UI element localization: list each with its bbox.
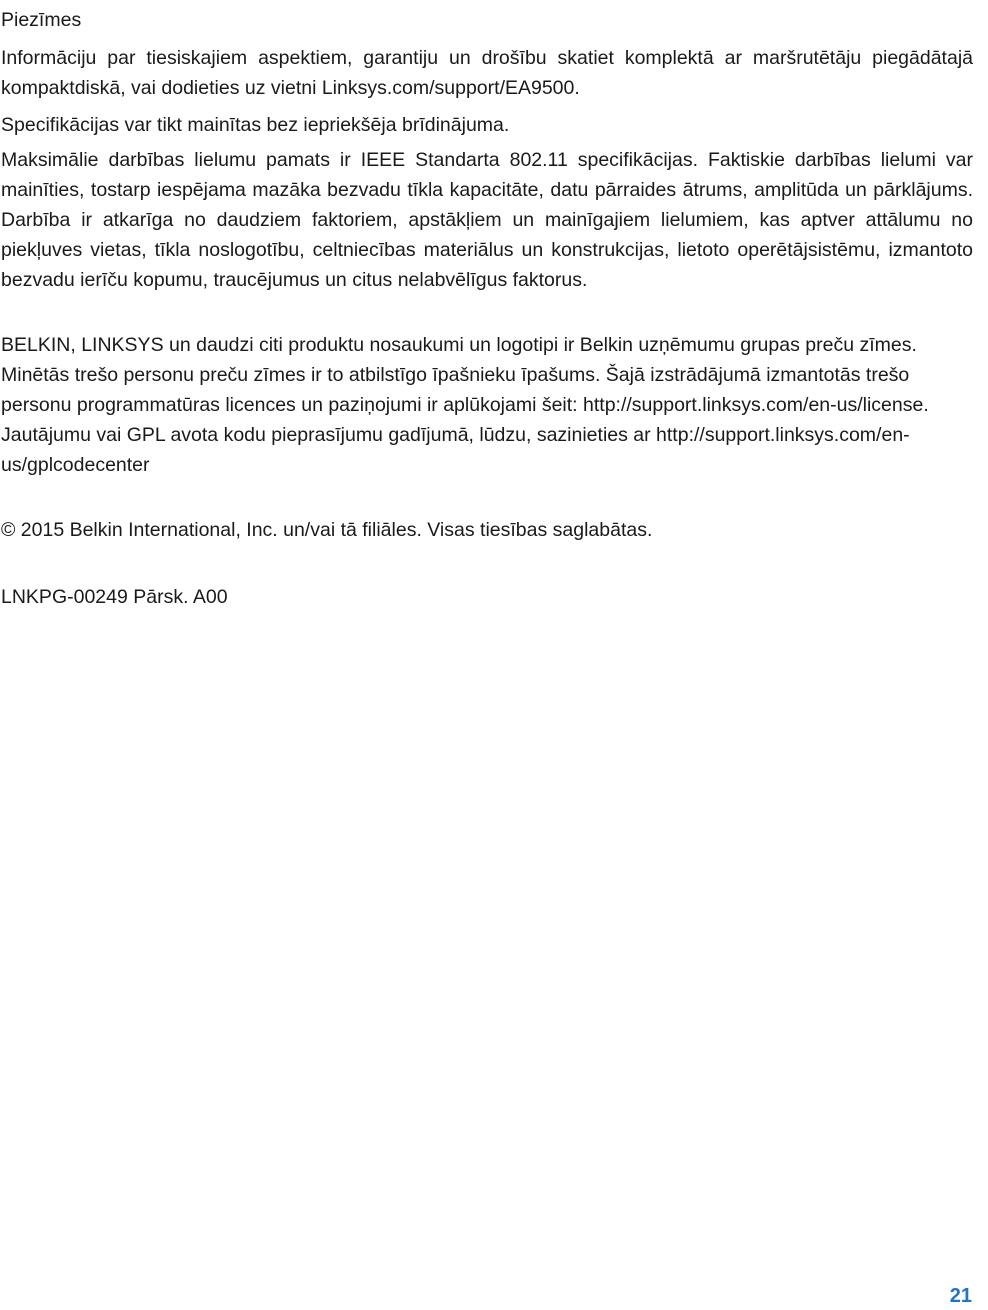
document-body: [1, 6, 973, 619]
page-number: 21: [949, 1285, 972, 1307]
paragraph-copyright: © 2015 Belkin International, Inc. un/vai tā filiāles. Visas tiesības saglabātas.: [1, 519, 653, 541]
section-heading: Piezīmes: [1, 9, 82, 31]
paragraph-trademarks: BELKIN, LINKSYS un daudzi citi produktu nosaukumi un logotipi ir Belkin uzņēmumu grupas preču zīmes. Minētās trešo personu preču zīmes ir to atbilstīgo īpašnieku īpašums. Šajā izstrādājumā izmantotās trešo personu programmatūras licences un paziņojumi ir aplūkojami šeit: http://support.linksys.com/en-us/license. Jautājumu vai GPL avota kodu pieprasījumu gadījumā, lūdzu, sazinieties ar http://support.linksys.com/en-us/gplcodecenter: [1, 334, 929, 476]
document-code: LNKPG-00249 Pārsk. A00: [1, 586, 228, 608]
paragraph-performance: Maksimālie darbības lielumu pamats ir IEEE Standarta 802.11 specifikācijas. Faktiskie darbības lielumi var mainīties, tostarp iespējama mazāka bezvadu tīkla kapacitāte, datu pārraides ātrums, amplitūda un pārklājums. Darbība ir atkarīga no daudziem faktoriem, apstākļiem un mainīgajiem lielumiem, kas aptver attālumu no piekļuves vietas, tīkla noslogotību, celtniecības materiālus un konstrukcijas, lietoto operētājsistēmu, izmantoto bezvadu ierīču kopumu, traucējumus un citus nelabvēlīgus faktorus.: [1, 149, 973, 291]
paragraph-specifications: Specifikācijas var tikt mainītas bez iepriekšēja brīdinājuma.: [1, 114, 510, 136]
paragraph-legal-info: Informāciju par tiesiskajiem aspektiem, garantiju un drošību skatiet komplektā ar maršrutētāju piegādātajā kompaktdiskā, vai dodieties uz vietni Linksys.com/support/EA9500.: [1, 47, 973, 99]
